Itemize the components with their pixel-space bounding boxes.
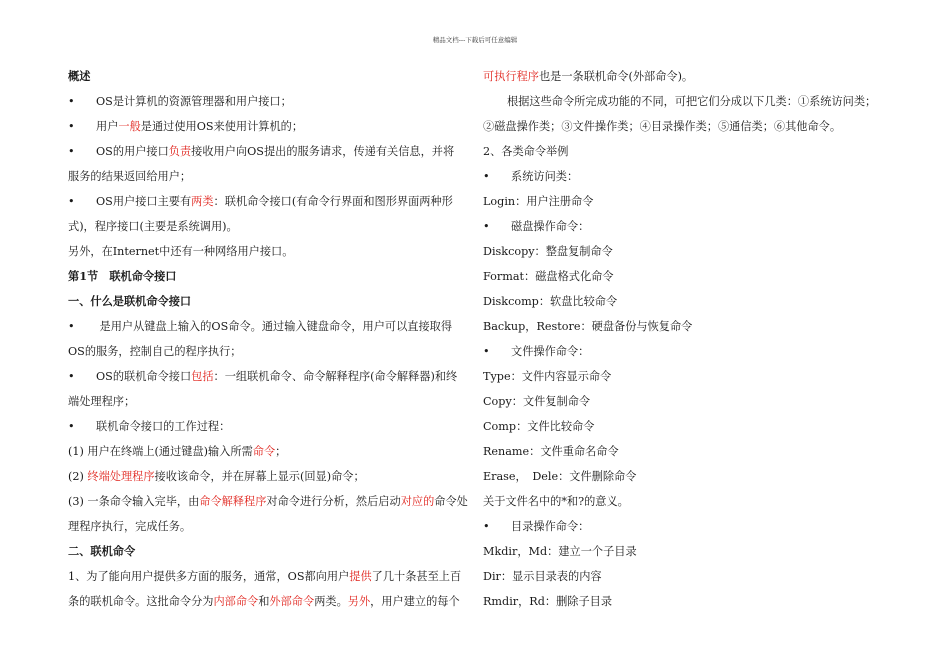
text-line [68,239,464,264]
text-line [483,239,883,264]
text-line [68,464,464,489]
text-segment: Rmdir，Rd：删除子目录 [483,595,613,608]
bullet-icon: • [68,145,75,158]
text-line [483,489,883,514]
text-line [483,164,883,189]
bullet-icon: • [483,345,490,358]
highlighted-text: 两类 [191,195,214,208]
text-segment: 接收该命令，并在屏幕上显示(回显)命令； [154,470,365,483]
text-line [68,564,464,589]
text-segment: 磁盘操作命令： [511,220,590,233]
right-column [483,64,883,614]
text-segment: 目录操作命令： [511,520,590,533]
text-segment: 了几十条甚至上百 [371,570,462,583]
text-line [483,289,883,314]
text-segment: Diskcomp：软盘比较命令 [483,295,618,308]
text-line [68,589,464,614]
text-line [68,489,468,514]
text-segment: 是通过使用OS来使用计算机的； [140,120,304,133]
text-line [483,139,883,164]
bullet-icon: • [483,220,490,233]
text-segment: OS是计算机的资源管理器和用户接口； [96,95,292,108]
text-segment: Backup，Restore：硬盘备份与恢复命令 [483,320,693,333]
text-line [68,414,464,439]
text-line [68,139,464,164]
text-segment: 1、为了能向用户提供多方面的服务，通常，OS都向用户 [68,570,350,583]
text-line [483,364,883,389]
text-segment: 服务的结果返回给用户； [68,170,192,183]
text-segment: 两类。 [314,595,348,608]
left-column [68,64,468,614]
bullet-icon: • [68,120,75,133]
text-segment: 条的联机命令。这批命令分为 [68,595,214,608]
text-segment: OS的联机命令接口 [96,370,192,383]
bullet-icon: • [483,170,490,183]
text-line [483,189,883,214]
text-segment: 式)，程序接口(主要是系统调用)。 [68,220,238,233]
text-line [483,439,883,464]
text-segment: 对命令进行分析，然后启动 [266,495,401,508]
text-segment: ：一组联机命令、命令解释程序(命令解释器)和终 [213,370,458,383]
text-segment: 系统访问类： [511,170,579,183]
text-line [68,189,464,214]
text-segment: ； [275,445,287,458]
text-segment: ，用户建立的每个 [370,595,460,608]
text-segment: 2、各类命令举例 [483,145,569,158]
highlighted-text: 提供 [349,570,372,583]
highlighted-text: 另外 [347,595,371,608]
text-line [483,314,883,339]
text-segment: 文件操作命令： [511,345,590,358]
text-segment: (2) [68,470,88,483]
text-segment: 理程序执行，完成任务。 [68,520,192,533]
section-heading [68,264,464,289]
text-line [68,514,464,539]
section-heading [68,539,464,564]
text-line [483,64,883,89]
text-line [68,439,464,464]
text-line [68,214,464,239]
text-line [483,114,883,139]
highlighted-text: 可执行程序 [483,70,539,83]
text-segment: ：联机命令接口(有命令行界面和图形界面两种形 [213,195,453,208]
text-line [483,414,883,439]
text-segment: Type：文件内容显示命令 [483,370,612,383]
text-segment: 二、联机命令 [68,544,136,558]
text-segment: Copy：文件复制命令 [483,395,591,408]
text-line [483,564,883,589]
bullet-icon: • [68,195,75,208]
text-line [68,89,464,114]
text-line [483,89,883,114]
text-segment: 概述 [68,69,91,83]
text-line [68,314,464,339]
text-segment: 接收用户向OS提出的服务请求，传递有关信息，并将 [191,145,455,158]
text-segment: Mkdir，Md：建立一个子目录 [483,545,637,558]
highlighted-text: 外部命令 [269,595,315,608]
text-line [483,214,883,239]
text-segment: Rename：文件重命名命令 [483,445,619,458]
bullet-icon: • [68,370,75,383]
text-segment: Dir：显示目录表的内容 [483,570,602,583]
text-line [483,264,883,289]
text-line [68,339,464,364]
text-segment: 第1节 联机命令接口 [68,269,177,283]
text-line [68,364,464,389]
highlighted-text: 负责 [168,145,192,158]
text-segment: Diskcopy：整盘复制命令 [483,245,613,258]
text-segment: (1) 用户在终端上(通过键盘)输入所需 [68,445,253,458]
bullet-icon: • [483,520,490,533]
text-line [483,514,883,539]
text-segment: 也是一条联机命令(外部命令)。 [538,70,694,83]
text-segment: Login：用户注册命令 [483,195,594,208]
text-segment: Erase， Dele：文件删除命令 [483,470,637,483]
text-segment: 根据这些命令所完成功能的不同，可把它们分成以下几类：①系统访问类； [507,95,877,108]
bullet-icon: • [68,420,75,433]
text-segment: OS的服务，控制自己的程序执行； [68,345,242,358]
highlighted-text: 对应的 [400,495,435,508]
highlighted-text: 命令解释程序 [199,495,267,508]
text-segment: (3) 一条命令输入完毕，由 [68,495,200,508]
text-segment: 命令处 [434,495,468,508]
text-segment: 关于文件名中的*和?的意义。 [483,495,629,508]
text-segment: 联机命令接口的工作过程： [96,420,231,433]
text-segment: 另外，在Internet中还有一种网络用户接口。 [68,245,294,258]
highlighted-text: 一般 [118,120,141,133]
highlighted-text: 内部命令 [213,595,259,608]
text-segment: Format：磁盘格式化命令 [483,270,614,283]
text-segment: 端处理程序； [68,395,136,408]
text-line [483,339,883,364]
text-segment: 一、什么是联机命令接口 [68,294,192,308]
text-segment: 用户 [96,120,119,133]
text-line [483,589,883,614]
bullet-icon: • [68,95,75,108]
text-line [483,389,883,414]
highlighted-text: 包括 [191,370,214,383]
page-header: 精品文档---下载后可任意编辑 [432,36,518,44]
text-segment: 和 [258,595,270,608]
text-segment: 是用户从键盘上输入的OS命令。通过输入键盘命令，用户可以直接取得 [96,320,453,333]
text-line [68,164,464,189]
text-line [483,464,883,489]
text-segment: OS的用户接口 [96,145,169,158]
highlighted-text: 终端处理程序 [87,470,155,483]
text-segment: OS用户接口主要有 [96,195,192,208]
section-heading [68,289,464,314]
text-line [483,539,883,564]
section-heading [68,64,464,89]
text-segment: ②磁盘操作类；③文件操作类；④目录操作类；⑤通信类；⑥其他命令。 [483,120,842,133]
text-segment: Comp：文件比较命令 [483,420,595,433]
text-line [68,389,464,414]
bullet-icon: • [68,320,75,333]
highlighted-text: 命令 [252,445,276,458]
text-line [68,114,464,139]
